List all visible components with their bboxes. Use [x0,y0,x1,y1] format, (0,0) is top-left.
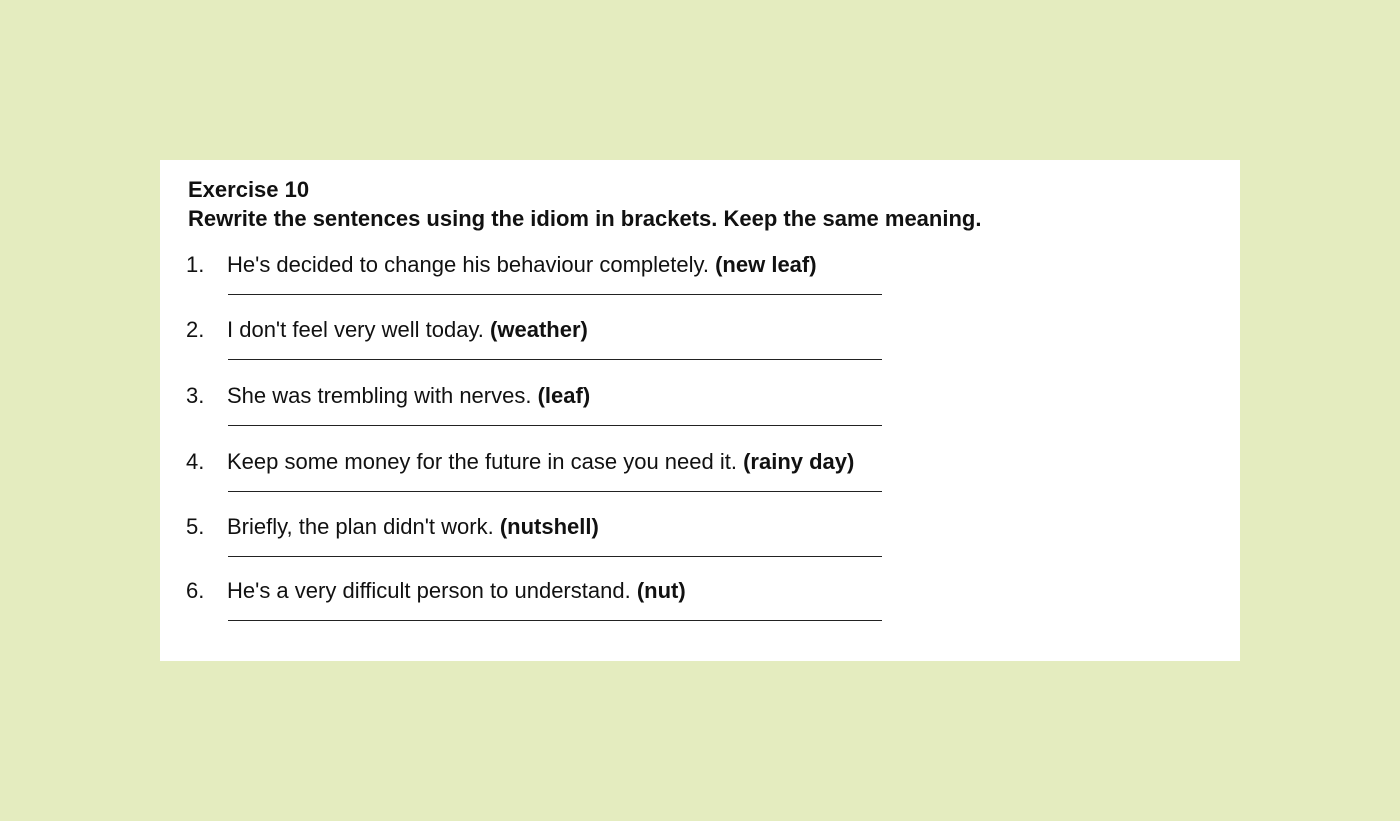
item-idiom: (nutshell) [499,514,599,539]
item-number: 1. [186,252,205,277]
answer-line[interactable] [228,425,882,426]
answer-line[interactable] [228,491,882,492]
item-sentence-text: She was trembling with nerves. [227,383,532,408]
exercise-instruction: Rewrite the sentences using the idiom in brackets. Keep the same meaning. [188,206,982,231]
item-number: 6. [186,578,205,603]
item-sentence [227,252,817,278]
item-number: 4. [186,449,205,474]
exercise-item-2 [186,317,1186,377]
exercise-item-5 [186,514,1186,574]
item-sentence-text: I don't feel very well today. [227,317,484,342]
item-number: 3. [186,383,205,408]
item-sentence [227,383,590,409]
item-number: 2. [186,317,205,342]
exercise-item-6 [186,578,1186,638]
answer-line[interactable] [228,620,882,621]
item-sentence-text: Keep some money for the future in case you need it. [227,449,737,474]
item-sentence [227,514,599,540]
item-idiom: (rainy day) [743,449,855,474]
item-idiom: (nut) [636,578,686,603]
exercise-title: Exercise 10 [188,177,310,202]
item-sentence-text: He's a very difficult person to understand. [227,578,631,603]
item-idiom: (leaf) [537,383,591,408]
item-idiom: (new leaf) [715,252,817,277]
exercise-card [160,160,1240,661]
item-sentence [227,449,854,475]
item-sentence [227,317,588,343]
exercise-item-1 [186,252,1186,312]
answer-line[interactable] [228,294,882,295]
answer-line[interactable] [228,556,882,557]
answer-line[interactable] [228,359,882,360]
item-idiom: (weather) [490,317,588,342]
item-number: 5. [186,514,205,539]
item-sentence-text: He's decided to change his behaviour completely. [227,252,709,277]
item-sentence [227,578,686,604]
item-sentence-text: Briefly, the plan didn't work. [227,514,494,539]
exercise-item-4 [186,449,1186,509]
exercise-item-3 [186,383,1186,443]
